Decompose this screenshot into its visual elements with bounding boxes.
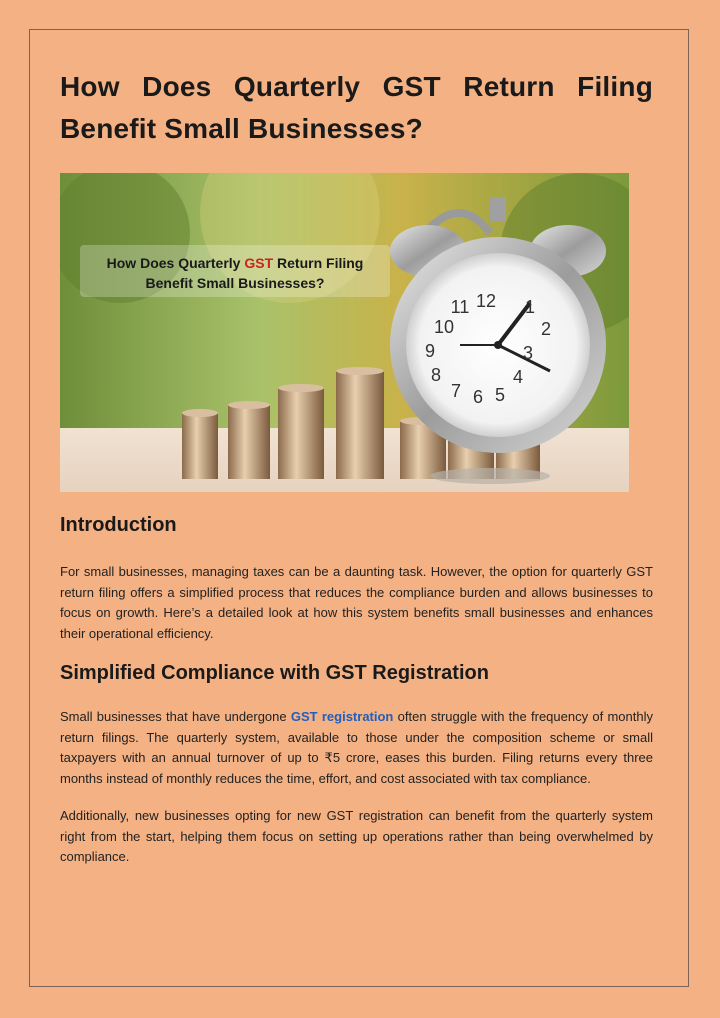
clock-number-7: 7 <box>450 381 462 401</box>
clock-number-6: 6 <box>472 387 484 407</box>
clock-number-5: 5 <box>494 385 506 405</box>
introduction-paragraph: For small businesses, managing taxes can be a daunting task. However, the option for quarterly GST return filing offers a simplified process that reduces the compliance burden and allows businesses to focus on growth. Here’s a detailed look at how this system benefits small businesses and enhances their operational efficiency. <box>60 564 653 641</box>
clock-number-4: 4 <box>512 367 524 387</box>
hero-illustration <box>60 173 629 492</box>
clock-number-10: 10 <box>433 317 455 337</box>
clock-number-11: 11 <box>450 297 470 317</box>
simplified-compliance-heading: Simplified Compliance with GST Registration <box>60 662 489 684</box>
clock-number-8: 8 <box>430 365 442 385</box>
clock-number-1: 1 <box>524 297 536 317</box>
clock-number-2: 2 <box>540 319 552 339</box>
clock-number-12: 12 <box>475 291 497 311</box>
clock-number-3: 3 <box>522 343 534 363</box>
hero-image <box>60 173 629 492</box>
hero-heading-line2: Benefit Small Businesses? <box>145 275 325 291</box>
hero-heading-part2: Return Filing <box>273 255 364 271</box>
gst-registration-link[interactable]: GST registration <box>290 709 394 724</box>
simplified-text-after-link: often struggle with the frequency of monthly return filings. The quarterly system, available to those under the composition scheme or small taxpayers with an annual turnover of up to ₹5 crore, eases this burden. Filing returns every three months instead of monthly reduces the time, effort, and cost associated with tax compliance. <box>60 709 653 786</box>
svg-text:How Does Quarterly GST Return <box>107 255 364 271</box>
hero-heading-highlight: GST <box>244 255 274 271</box>
title-block <box>60 66 653 150</box>
clock-number-9: 9 <box>424 341 436 361</box>
simplified-paragraph-1 <box>60 707 653 789</box>
introduction-heading: Introduction <box>60 514 177 536</box>
page-title: How Does Quarterly GST Return Filing Benefit Small Businesses? <box>60 71 653 144</box>
simplified-paragraph-2: Additionally, new businesses opting for new GST registration can benefit from the quarterly system right from the start, helping them focus on setting up operations rather than being overwhelmed by compliance. <box>60 808 653 864</box>
hero-heading-part1: How Does Quarterly <box>106 255 245 271</box>
simplified-text-before-link: Small businesses that have undergone <box>60 709 291 724</box>
